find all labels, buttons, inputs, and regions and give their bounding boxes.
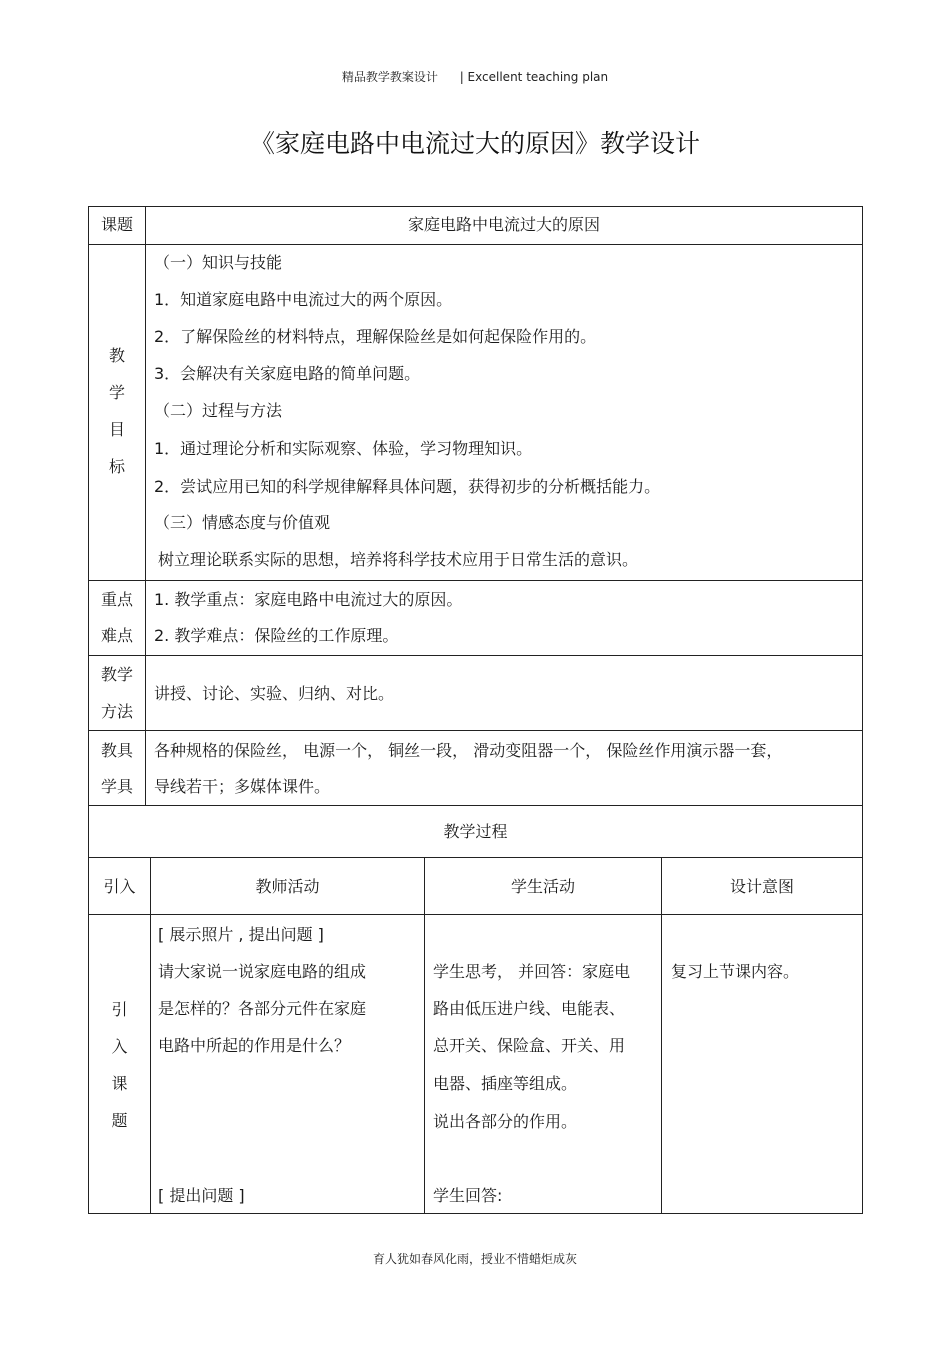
objective-item: 1．知道家庭电路中电流过大的两个原因。 bbox=[154, 290, 453, 309]
teacher-activity-line: 电路中所起的作用是什么？ bbox=[158, 1036, 351, 1055]
label-column-divider bbox=[145, 206, 146, 806]
teacher-activity-tail: [ 提出问题 ] bbox=[158, 1186, 245, 1205]
process-col-divider-1 bbox=[150, 857, 151, 1214]
objective-item: 1．通过理论分析和实际观察、体验，学习物理知识。 bbox=[154, 439, 533, 458]
process-col-teacher: 教师活动 bbox=[255, 877, 320, 896]
row-divider-topic bbox=[88, 244, 863, 245]
tools-label-line: 教具 bbox=[100, 741, 133, 760]
keypoint-item: 1. 教学重点：家庭电路中电流过大的原因。 bbox=[154, 590, 463, 609]
process-col-divider-2 bbox=[424, 857, 425, 1214]
row-divider-keypoints bbox=[88, 655, 863, 656]
process-col-intent: 设计意图 bbox=[729, 877, 794, 896]
objective-item: 3．会解决有关家庭电路的简单问题。 bbox=[154, 364, 421, 383]
table-border-bottom bbox=[88, 1213, 863, 1214]
process-heading: 教学过程 bbox=[443, 822, 508, 841]
document-title: 《家庭电路中电流过大的原因》教学设计 bbox=[249, 129, 700, 158]
teacher-activity-line: [ 展示照片 , 提出问题 ] bbox=[158, 925, 324, 944]
methods-label-line: 教学 bbox=[100, 665, 133, 684]
row-divider-tools bbox=[88, 805, 863, 806]
student-activity-tail: 学生回答: bbox=[433, 1186, 503, 1205]
tools-label-line: 学具 bbox=[100, 777, 133, 796]
objectives-label-char: 目 bbox=[108, 420, 125, 439]
teacher-activity-line: 是怎样的？各部分元件在家庭 bbox=[158, 999, 367, 1018]
student-activity-line: 电器、插座等组成。 bbox=[433, 1074, 578, 1093]
objective-item: 2．了解保险丝的材料特点，理解保险丝是如何起保险作用的。 bbox=[154, 327, 597, 346]
student-activity-line: 总开关、保险盒、开关、用 bbox=[433, 1036, 626, 1055]
row-divider-methods bbox=[88, 730, 863, 731]
objectives-label-char: 教 bbox=[108, 346, 125, 365]
student-activity-line: 学生思考， 并回答：家庭电 bbox=[433, 962, 631, 981]
student-activity-line: 说出各部分的作用。 bbox=[433, 1112, 578, 1131]
page-header bbox=[0, 68, 950, 85]
row-divider-process-heading bbox=[88, 857, 863, 858]
objective-item: 2．尝试应用已知的科学规律解释具体问题，获得初步的分析概括能力。 bbox=[154, 477, 661, 496]
topic-label: 课题 bbox=[100, 215, 133, 234]
keypoint-item: 2. 教学难点：保险丝的工作原理。 bbox=[154, 626, 399, 645]
objectives-label-char: 学 bbox=[108, 383, 125, 402]
keypoints-label-line: 重点 bbox=[100, 590, 133, 609]
tools-line: 导线若干；多媒体课件。 bbox=[154, 777, 331, 796]
objectives-label bbox=[89, 337, 145, 485]
header-left: 精品教学教案设计 bbox=[341, 70, 438, 84]
objective-heading: （三）情感态度与价值观 bbox=[154, 513, 331, 532]
page-footer: 育人犹如春风化雨，授业不惜蜡炬成灰 bbox=[372, 1252, 577, 1266]
design-intent: 复习上节课内容。 bbox=[671, 962, 800, 981]
methods-label-line: 方法 bbox=[100, 702, 133, 721]
methods-value: 讲授、讨论、实验、归纳、对比。 bbox=[154, 684, 395, 703]
row-divider-process-columns bbox=[88, 914, 863, 915]
teacher-activity-line: 请大家说一说家庭电路的组成 bbox=[158, 962, 367, 981]
process-col-intro: 引入 bbox=[103, 877, 136, 896]
objectives-label-char: 标 bbox=[108, 457, 125, 476]
table-border-right bbox=[862, 206, 863, 1214]
process-section-char: 课 bbox=[111, 1074, 128, 1093]
process-section-char: 题 bbox=[111, 1111, 128, 1130]
process-col-student: 学生活动 bbox=[510, 877, 575, 896]
objective-heading: （二）过程与方法 bbox=[154, 401, 283, 420]
student-activity-line: 路由低压进户线、电能表、 bbox=[433, 999, 626, 1018]
topic-value: 家庭电路中电流过大的原因 bbox=[407, 215, 600, 234]
objective-heading: （一）知识与技能 bbox=[154, 253, 283, 272]
process-section-char: 入 bbox=[111, 1037, 128, 1056]
tools-line: 各种规格的保险丝， 电源一个， 铜丝一段， 滑动变阻器一个， 保险丝作用演示器一套， bbox=[154, 741, 783, 760]
keypoints-label-line: 难点 bbox=[100, 626, 133, 645]
objective-item: 树立理论联系实际的思想，培养将科学技术应用于日常生活的意识。 bbox=[158, 550, 639, 569]
process-col-divider-3 bbox=[661, 857, 662, 1214]
header-right: | Excellent teaching plan bbox=[459, 70, 609, 84]
row-divider-objectives bbox=[88, 580, 863, 581]
process-section-char: 引 bbox=[111, 1000, 128, 1019]
process-section-label bbox=[89, 991, 150, 1139]
table-border-top bbox=[88, 206, 863, 207]
